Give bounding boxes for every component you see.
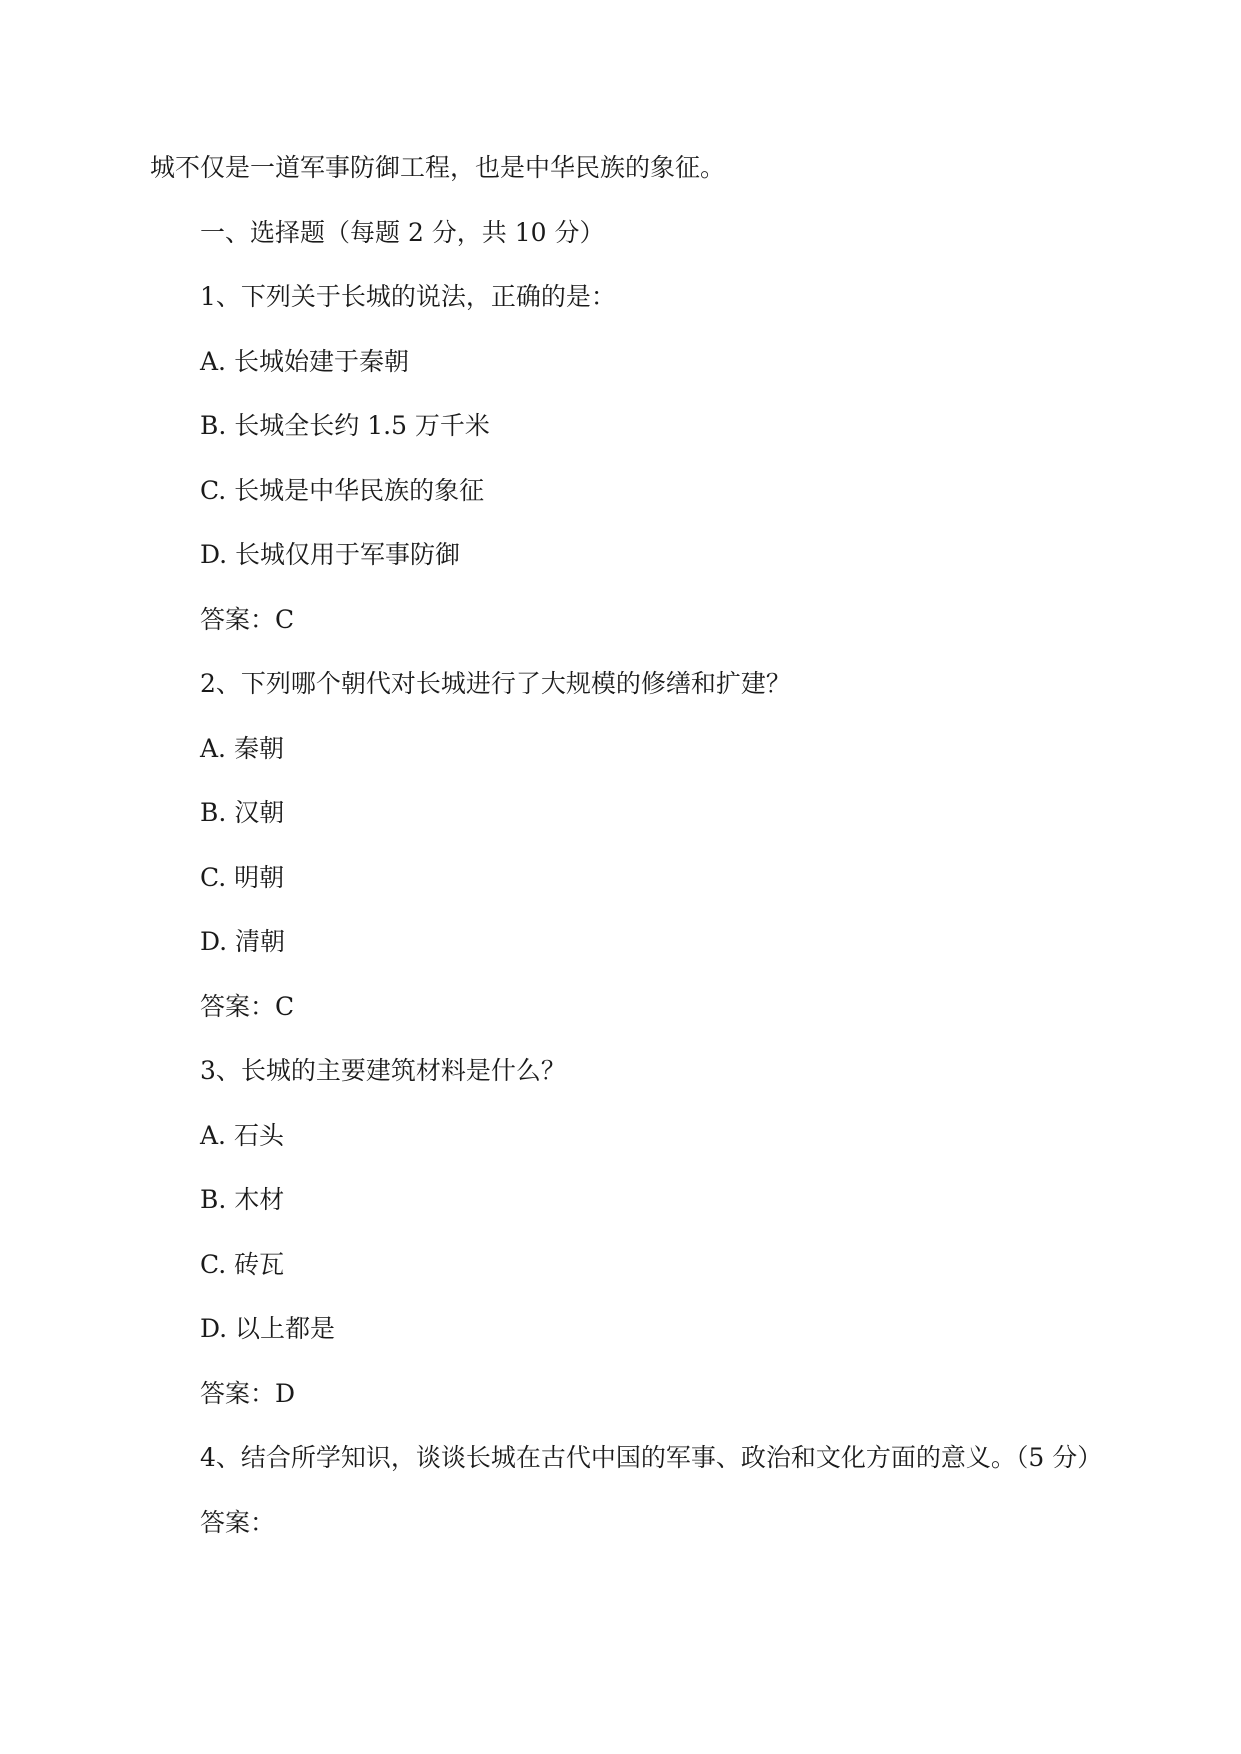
option-a: A. 石头 bbox=[200, 1120, 284, 1150]
answer-line: 答案：D bbox=[200, 1378, 296, 1408]
section-title: 一、选择题（每题 2 分，共 10 分） bbox=[200, 217, 605, 247]
question-2 bbox=[0, 652, 1241, 1039]
option-a: A. 长城始建于秦朝 bbox=[200, 346, 409, 376]
option-b: B. 木材 bbox=[200, 1185, 285, 1214]
option-b: B. 汉朝 bbox=[200, 798, 285, 827]
question-stem: 2、下列哪个朝代对长城进行了大规模的修缮和扩建？ bbox=[200, 669, 791, 698]
option-d: D. 长城仅用于军事防御 bbox=[200, 540, 461, 569]
option-c: C. 砖瓦 bbox=[200, 1249, 285, 1279]
answer-line: 答案：C bbox=[200, 604, 295, 634]
answer-line: 答案： bbox=[200, 1507, 276, 1537]
question-1 bbox=[0, 265, 1241, 652]
option-c: C. 长城是中华民族的象征 bbox=[200, 475, 485, 505]
option-b: B. 长城全长约 1.5 万千米 bbox=[200, 411, 490, 440]
question-stem: 4、结合所学知识，谈谈长城在古代中国的军事、政治和文化方面的意义。（5 分） bbox=[200, 1443, 1103, 1472]
answer-line: 答案：C bbox=[200, 991, 295, 1021]
question-4 bbox=[0, 1426, 1241, 1555]
option-d: D. 清朝 bbox=[200, 927, 286, 956]
question-stem: 1、下列关于长城的说法，正确的是： bbox=[200, 282, 616, 311]
question-stem: 3、长城的主要建筑材料是什么？ bbox=[200, 1056, 566, 1085]
option-c: C. 明朝 bbox=[200, 862, 285, 892]
option-a: A. 秦朝 bbox=[200, 733, 284, 763]
question-3 bbox=[0, 1039, 1241, 1426]
intro-line: 城不仅是一道军事防御工程，也是中华民族的象征。 bbox=[150, 153, 726, 182]
option-d: D. 以上都是 bbox=[200, 1314, 336, 1343]
